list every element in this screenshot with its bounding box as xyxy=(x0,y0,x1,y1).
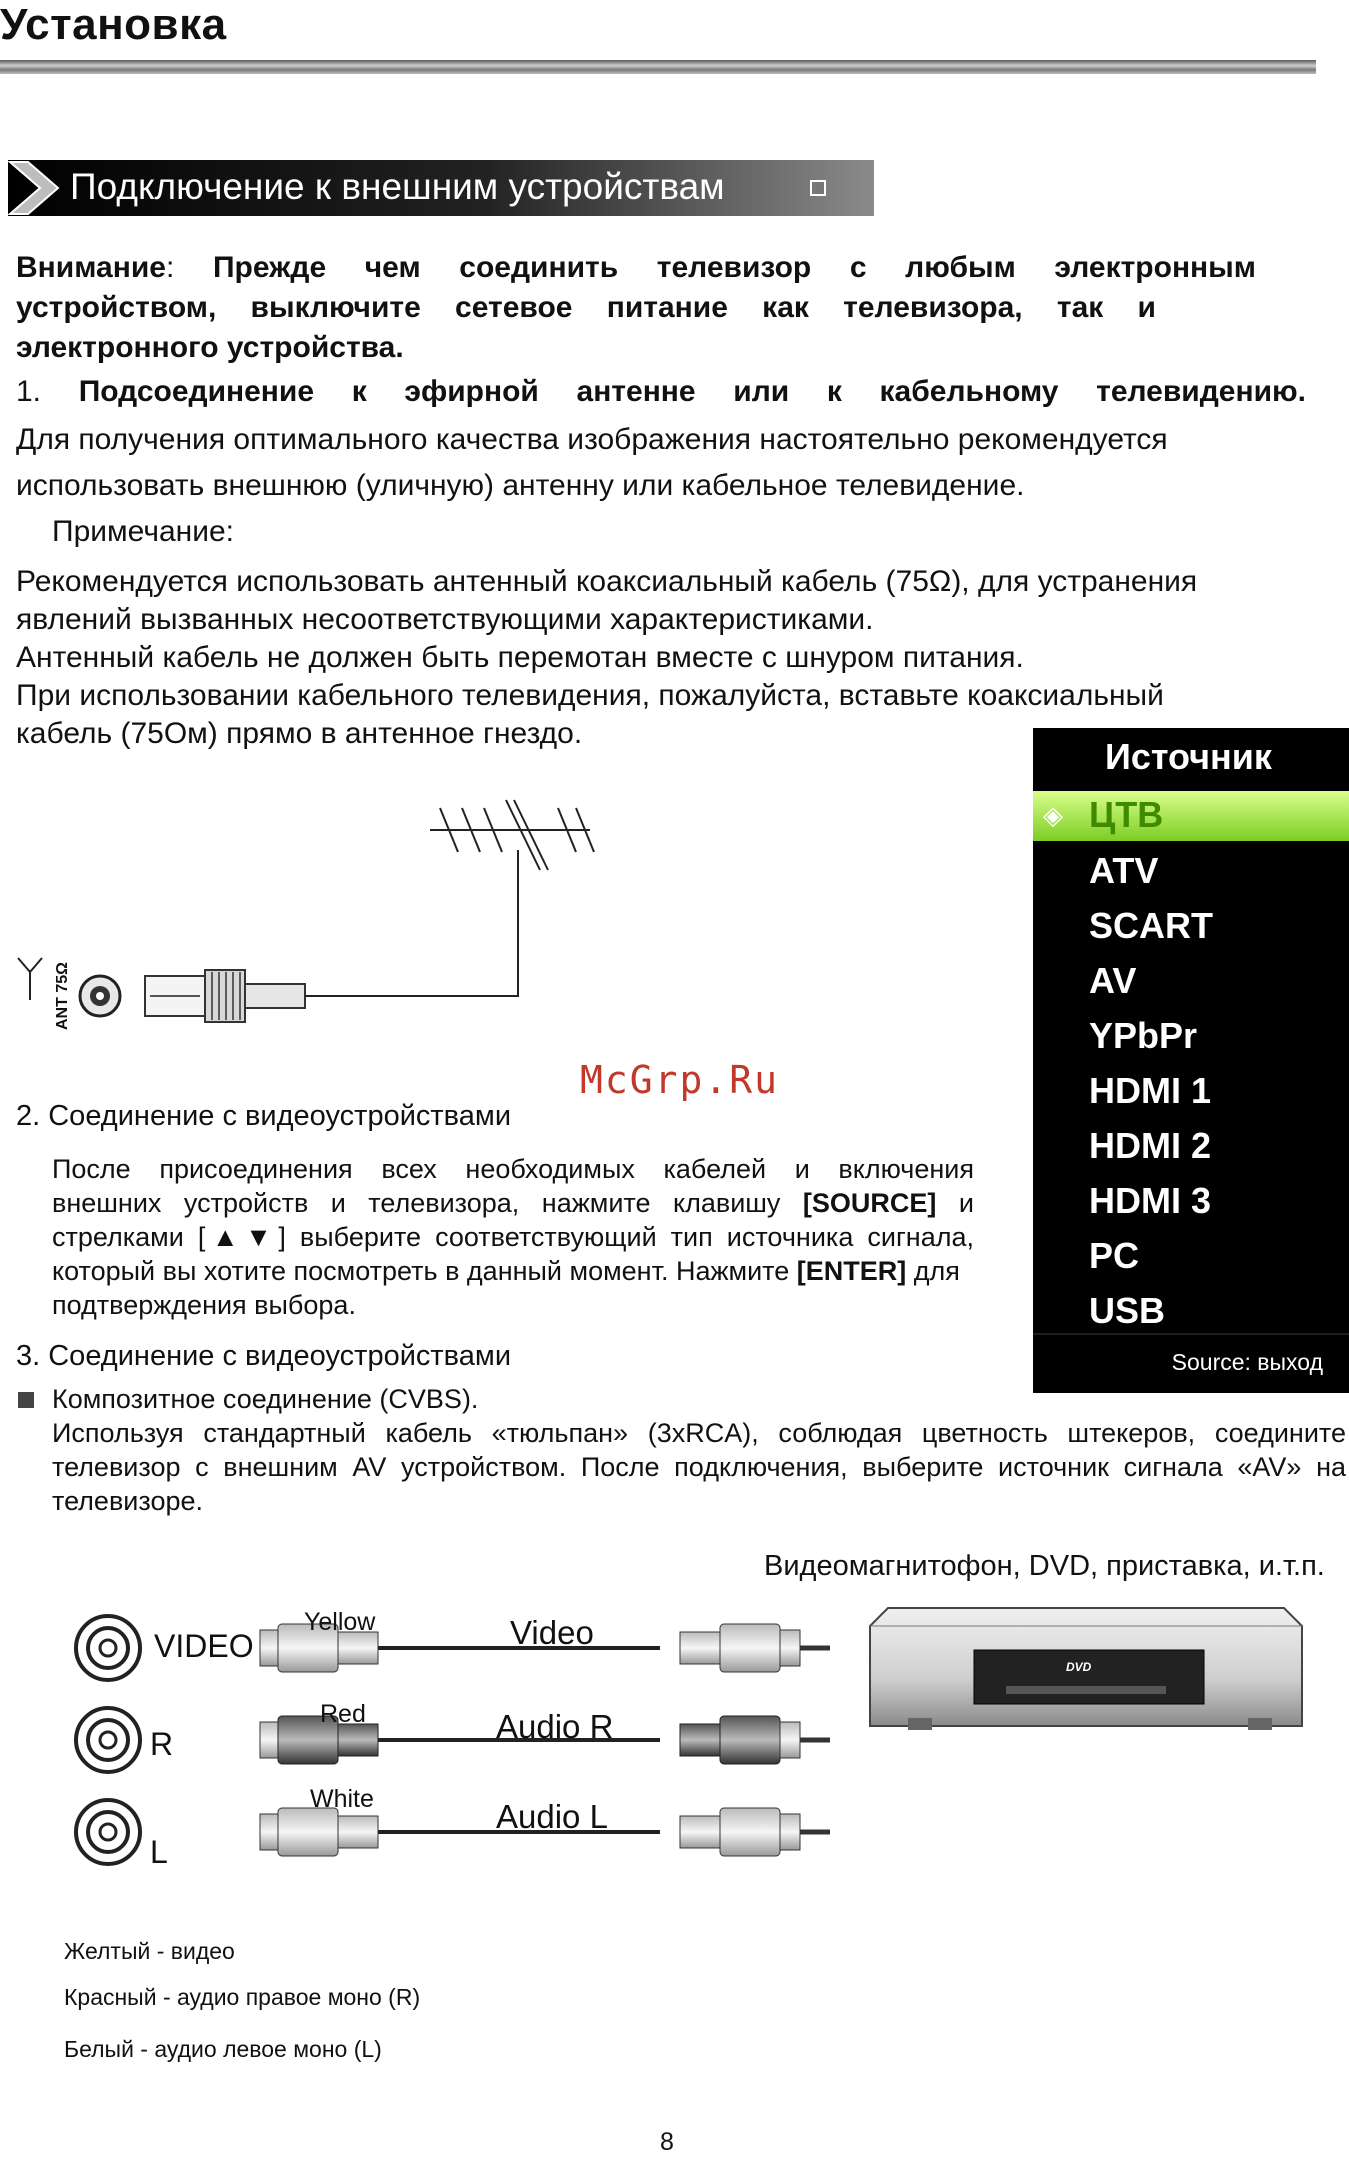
audio-r-jack xyxy=(76,1708,140,1772)
source-menu-footer-text: Source: выход xyxy=(1171,1349,1323,1375)
plug-color-yellow: Yellow xyxy=(304,1608,376,1636)
note-label: Примечание: xyxy=(52,515,234,548)
source-item-hdmi1[interactable]: HDMI 1 xyxy=(1089,1070,1212,1111)
source-item-pc[interactable]: PC xyxy=(1089,1235,1140,1276)
source-menu-title: Источник xyxy=(1105,736,1272,777)
selected-highlight xyxy=(1033,791,1349,841)
square-icon xyxy=(810,180,826,196)
step1-text-1: Для получения оптимального качества изображения настоятельно рекомендуется xyxy=(16,423,1168,456)
signal-label-audio-l: Audio L xyxy=(496,1798,608,1835)
device-caption: Видеомагнитофон, DVD, приставка, и.т.п. xyxy=(764,1550,1325,1582)
source-item-dtv[interactable]: ЦТВ xyxy=(1089,794,1164,835)
source-item-scart[interactable]: SCART xyxy=(1089,905,1213,946)
step1-text-2: использовать внешнюю (уличную) антенну или кабельное телевидение. xyxy=(16,469,1025,502)
section-banner xyxy=(8,160,874,216)
source-item-hdmi2[interactable]: HDMI 2 xyxy=(1089,1125,1212,1166)
step3-heading: 3. Соединение с видеоустройствами xyxy=(16,1340,512,1372)
source-item-av[interactable]: AV xyxy=(1089,960,1137,1001)
legend-red: Красный - аудио правое моно (R) xyxy=(64,1984,421,2010)
bullet-square-icon xyxy=(18,1392,34,1408)
note-line-1: Рекомендуется использовать антенный коаксиальный кабель (75Ω), для устранения xyxy=(16,565,1198,598)
legend-yellow: Желтый - видео xyxy=(64,1938,235,1964)
antenna-port-label: ANT 75Ω xyxy=(54,962,71,1030)
plug-color-white: White xyxy=(310,1785,374,1813)
chevron-right-icon xyxy=(8,160,64,216)
page-title: Установка xyxy=(0,0,227,49)
title-divider xyxy=(0,60,1316,74)
jack-label-video: VIDEO xyxy=(154,1628,254,1664)
audio-l-jack xyxy=(76,1800,140,1864)
warning-line-1: Внимание: Прежде чем соединить телевизор с любым электронным xyxy=(16,251,1256,284)
step2-line-5: подтверждения выбора. xyxy=(52,1290,356,1320)
step2-line-1: После присоединения всех необходимых кабелей и включения xyxy=(52,1154,974,1184)
note-line-4: При использовании кабельного телевидения, пожалуйста, вставьте коаксиальный xyxy=(16,679,1164,712)
jack-label-l: L xyxy=(150,1834,168,1870)
step2-line-3: стрелками [▲▼] выберите соответствующий тип источника сигнала, xyxy=(52,1222,974,1252)
dvd-logo: DVD xyxy=(1066,1660,1092,1674)
source-item-atv[interactable]: ATV xyxy=(1089,850,1159,891)
plug-color-red: Red xyxy=(320,1700,366,1728)
source-menu xyxy=(1033,728,1349,1393)
step3-line-1: Используя стандартный кабель «тюльпан» (3xRCA), соблюдая цветность штекеров, соедините xyxy=(52,1418,1346,1448)
warning-line-3: электронного устройства. xyxy=(16,331,404,364)
video-jack xyxy=(76,1616,140,1680)
antenna-icon xyxy=(18,958,42,1000)
note-line-5: кабель (75Ом) прямо в антенное гнездо. xyxy=(16,717,583,750)
source-item-ypbpr[interactable]: YPbPr xyxy=(1089,1015,1198,1056)
step3-line-2: телевизор с внешним AV устройством. После подключения, выберите источник сигнала «AV» на xyxy=(52,1452,1346,1482)
legend-white: Белый - аудио левое моно (L) xyxy=(64,2036,382,2062)
antenna-diagram xyxy=(10,790,630,1050)
source-item-hdmi3[interactable]: HDMI 3 xyxy=(1089,1180,1212,1221)
step3-line-3: телевизоре. xyxy=(52,1486,204,1516)
step2-line-2: внешних устройств и телевизора, нажмите клавишу [SOURCE] и xyxy=(52,1188,974,1218)
step2-line-4: который вы хотите посмотреть в данный момент. Нажмите [ENTER] для xyxy=(52,1256,960,1286)
selected-marker-icon: ◈ xyxy=(1043,800,1063,830)
page-number: 8 xyxy=(660,2128,674,2156)
section-title: Подключение к внешним устройствам xyxy=(70,166,725,207)
step3-bullet: Композитное соединение (CVBS). xyxy=(52,1384,479,1414)
jack-label-r: R xyxy=(150,1726,174,1762)
step2-heading: 2. Соединение с видеоустройствами xyxy=(16,1100,512,1132)
warning-line-2: устройством, выключите сетевое питание как телевизора, так и xyxy=(16,291,1156,324)
note-line-3: Антенный кабель не должен быть перемотан вместе с шнуром питания. xyxy=(16,641,1024,674)
step1-heading: 1. Подсоединение к эфирной антенне или к кабельному телевидению. xyxy=(16,375,1306,408)
note-line-2: явлений вызванных несоответствующими характеристиками. xyxy=(16,603,874,636)
source-menu-footer xyxy=(1033,1333,1349,1393)
signal-label-audio-r: Audio R xyxy=(496,1708,614,1745)
signal-label-video: Video xyxy=(510,1614,594,1651)
source-item-usb[interactable]: USB xyxy=(1089,1290,1166,1331)
watermark: McGrp.Ru xyxy=(580,1058,780,1102)
